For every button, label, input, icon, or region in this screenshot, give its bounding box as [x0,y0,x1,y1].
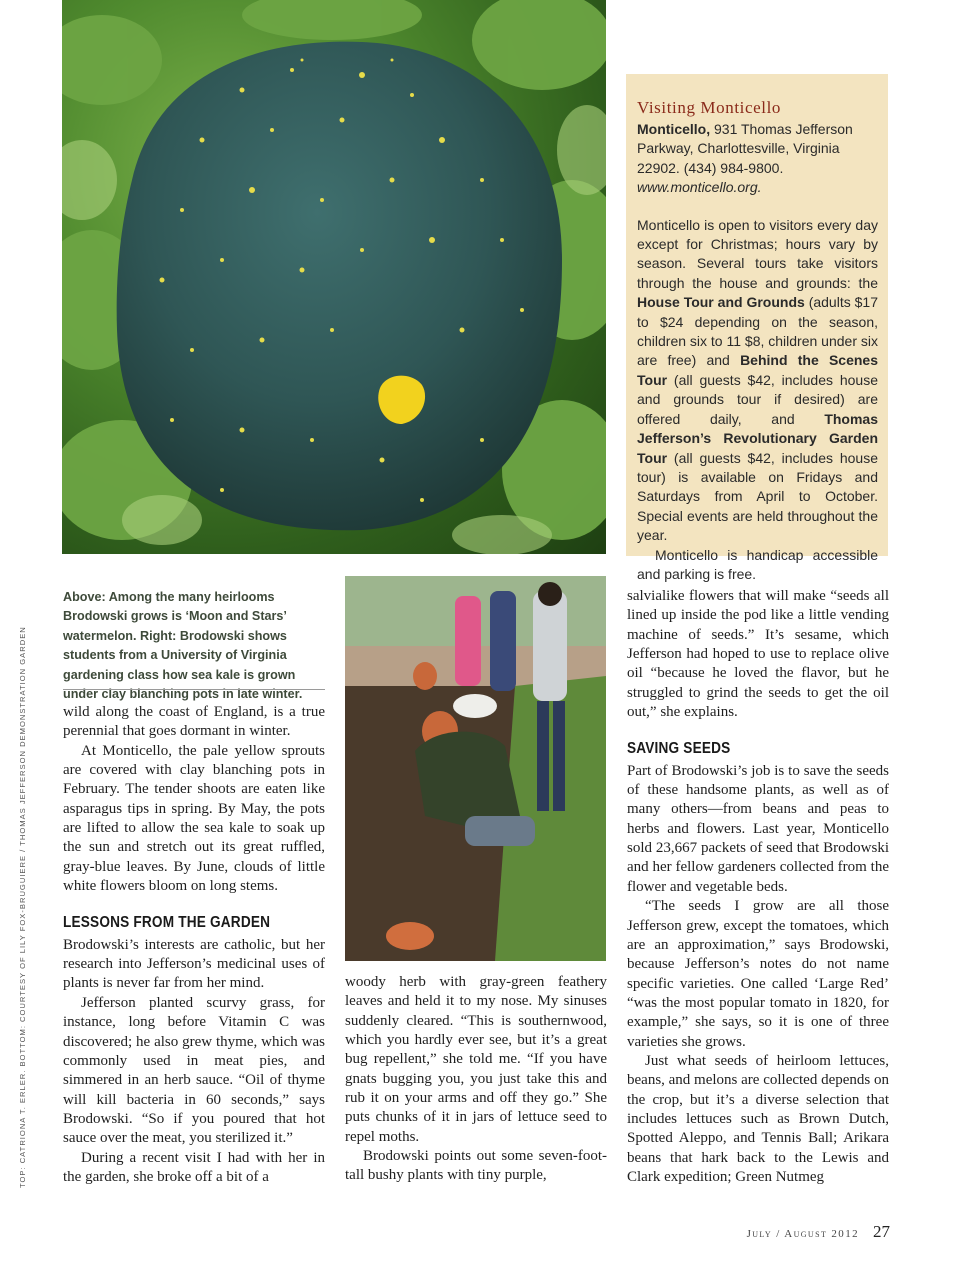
issue-date: July / August 2012 [746,1228,859,1240]
sidebar-text-e: (all guests $42, includes house and grounds tour if desired) are offered daily, and [637,371,878,427]
paragraph: Brodowski points out some seven-foot-tall bushy plants with tiny purple, [345,1148,607,1184]
paragraph: wild along the coast of England, is a true perennial that goes dormant in winter. [63,704,325,740]
address-name: Monticello, [637,121,711,137]
article-column-1 [63,703,325,1187]
sidebar-text-g: (all guests $42, includes house tour) is available on Fridays and Saturdays from April to October. Special events are held throughout the year. [637,449,878,544]
gardening-class-photo [345,576,606,961]
watermelon-photo [62,0,606,554]
paragraph: During a recent visit I had with her in the garden, she broke off a bit of a [63,1149,325,1185]
sidebar-text-c: (adults $17 to $24 depending on the season, children six to 11 $8, children under six are free) and [637,294,878,369]
paragraph: woody herb with gray-green feathery leaves and held it to my nose. My sinuses suddenly cleared. “This is southernwood, which you hardly ever see, but it’s a great bug repellent,” she told me. “If you have gnats bugging you, you just take this and rub it on your arms and off they go.” She puts chunks of it in jars of lettuce seed to repel moths. [345,974,607,1145]
article-column-3 [627,587,889,1187]
paragraph: salvialike flowers that will make “seeds all lined up inside the pod like a little vending machine of seeds.” It’s sesame, which Jefferson had hoped to use to replace olive oil “because he loved the flavor, but he struggled to grind the seeds to get the oil out,” she explains. [627,588,889,721]
paragraph: At Monticello, the pale yellow sprouts are covered with clay blanching pots in February. The tender shoots are eaten like asparagus tips in spring. By May, the pots are lifted to allow the sea kale to soak up the sun and stretch out its great ruffled, gray-blue leaves. By June, clouds of little white flowers bloom on long stems. [63,742,325,895]
address-rest: 931 Thomas Jefferson Parkway, Charlottesville, Virginia 22902. (434) 984-9800. [637,121,853,176]
behind-scenes-tour-name: Behind the Scenes Tour [637,352,878,388]
photo-caption: Above: Among the many heirlooms Brodowski grows is ‘Moon and Stars’ watermelon. Right: Brodowski shows students from a University of Virginia gardening class how sea kale is grown under clay blanching pots in late winter. [63,590,303,702]
paragraph: Brodowski’s interests are catholic, but her research into Jefferson’s medicinal uses of plants is never far from her mind. [63,936,325,992]
paragraph: Jefferson planted scurvy grass, for instance, long before Vitamin C was discovered; he also grew thyme, which was commonly used in meat pies, and simmered in an herb sauce. “Oil of thyme will kill bacteria in 60 seconds,” says Brodowski. “So if you poured that hot sauce over the meat, you sterilized it.” [63,994,325,1147]
photo-credit: TOP: CATRIONA T. ERLER. BOTTOM: COURTESY OF LILY FOX-BRUGUIERE / THOMAS JEFFERSON DEMONSTRATION GARDEN [18,626,27,1188]
caption-divider [63,689,325,690]
paragraph: Part of Brodowski’s job is to save the seeds of these handsome plants, as well as of many others—from beans and peas to herbs and flowers. Last year, Monticello sold 23,667 packets of seed that Brodowski and her fellow gardeners collected from the flower and vegetable beds. [627,762,889,895]
section-heading-lessons: LESSONS FROM THE GARDEN [63,914,271,932]
page-number: 27 [873,1222,890,1241]
paragraph: Just what seeds of heirloom lettuces, beans, and melons are collected depends on the crop, but it’s a diverse selection that includes lettuces such as Brown Dutch, Spotted Aleppo, and Tennis Ball; Arikara beans that hark back to the Lewis and Clark expedition; Green Nutmeg [627,1052,889,1185]
garden-tour-name: Thomas Jefferson’s Revolutionary Garden Tour [637,410,878,466]
website-link[interactable]: www.monticello.org. [637,179,762,196]
sidebar-address [637,120,878,198]
section-heading-saving-seeds: SAVING SEEDS [627,740,731,758]
sidebar-hours-text [637,216,878,546]
sidebar-title: Visiting Monticello [637,98,782,117]
sidebar-text-a: Monticello is open to visitors every day except for Christmas; hours vary by season. Several tours take visitors through the house and grounds: the [637,216,878,291]
house-tour-name: House Tour and Grounds [637,294,805,311]
article-column-2 [345,973,607,1186]
page-footer [747,1222,890,1242]
visiting-monticello-sidebar [626,74,888,582]
sidebar-accessibility-text: Monticello is handicap accessible and parking is free. [637,546,878,582]
paragraph: “The seeds I grow are all those Jefferson grew, except the tomatoes, which are an approximation,” says Brodowski, because Jefferson’s notes do not name specific varieties. One called ‘Large Red’ “was the most popular tomato in 1820, for example,” she says, so it is one of three varieties she grows. [627,898,889,1050]
